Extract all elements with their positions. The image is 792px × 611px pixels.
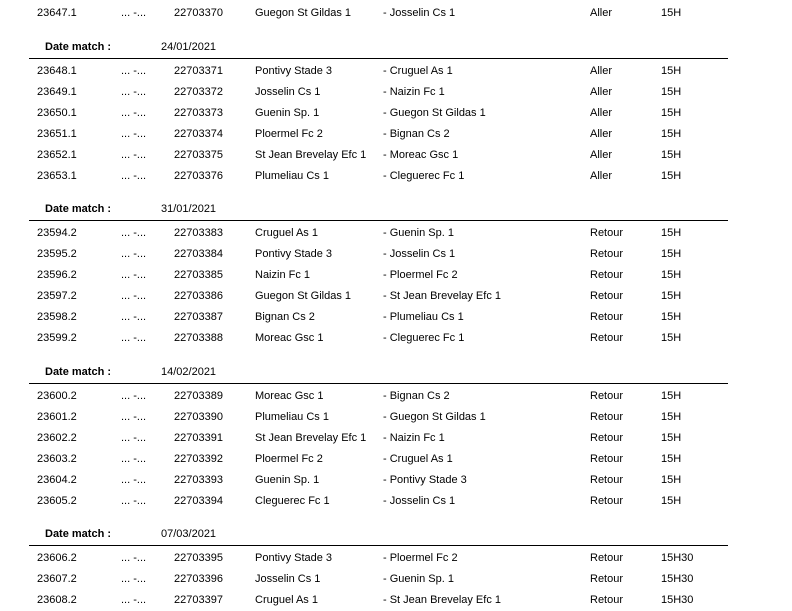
match-leg: Retour [590, 311, 624, 323]
kickoff-time: 15H [661, 332, 682, 344]
match-code: 23651.1 [37, 128, 77, 140]
home-team: Cleguerec Fc 1 [255, 495, 330, 507]
match-leg: Aller [590, 170, 613, 182]
match-code: 23653.1 [37, 170, 77, 182]
match-row [0, 328, 792, 349]
match-leg: Aller [590, 128, 613, 140]
away-team: - Plumeliau Cs 1 [383, 311, 464, 323]
match-row [0, 286, 792, 307]
away-team: - Bignan Cs 2 [383, 390, 450, 402]
kickoff-time: 15H [661, 65, 682, 77]
home-team: Pontivy Stade 3 [255, 248, 333, 260]
away-team: - Ploermel Fc 2 [383, 269, 458, 281]
kickoff-time: 15H [661, 107, 682, 119]
match-row [0, 3, 792, 24]
match-number: 22703389 [174, 390, 223, 402]
match-leg: Retour [590, 573, 624, 585]
away-team: - Cleguerec Fc 1 [383, 170, 465, 182]
kickoff-time: 15H [661, 86, 682, 98]
match-row [0, 244, 792, 265]
match-code: 23596.2 [37, 269, 77, 281]
home-team: Plumeliau Cs 1 [255, 411, 329, 423]
kickoff-time: 15H [661, 7, 682, 19]
kickoff-time: 15H [661, 390, 682, 402]
match-number: 22703386 [174, 290, 223, 302]
date-header [0, 362, 792, 383]
match-code: 23647.1 [37, 7, 77, 19]
away-team: - Moreac Gsc 1 [383, 149, 459, 161]
home-team: St Jean Brevelay Efc 1 [255, 432, 367, 444]
away-team: - Naizin Fc 1 [383, 86, 445, 98]
match-placeholder: ... -... [121, 594, 147, 606]
kickoff-time: 15H [661, 149, 682, 161]
home-team: Cruguel As 1 [255, 227, 318, 239]
match-leg: Retour [590, 594, 624, 606]
away-team: - Pontivy Stade 3 [383, 474, 467, 486]
match-placeholder: ... -... [121, 495, 147, 507]
match-number: 22703397 [174, 594, 223, 606]
match-placeholder: ... -... [121, 390, 147, 402]
match-leg: Retour [590, 390, 624, 402]
kickoff-time: 15H [661, 170, 682, 182]
section-divider [29, 545, 728, 546]
home-team: Bignan Cs 2 [255, 311, 315, 323]
away-team: - St Jean Brevelay Efc 1 [383, 290, 501, 302]
match-number: 22703371 [174, 65, 223, 77]
kickoff-time: 15H30 [661, 552, 694, 564]
match-leg: Aller [590, 86, 613, 98]
kickoff-time: 15H [661, 227, 682, 239]
home-team: Guegon St Gildas 1 [255, 290, 352, 302]
kickoff-time: 15H [661, 269, 682, 281]
kickoff-time: 15H [661, 453, 682, 465]
match-row [0, 145, 792, 166]
away-team: - Josselin Cs 1 [383, 495, 456, 507]
match-code: 23606.2 [37, 552, 77, 564]
match-placeholder: ... -... [121, 65, 147, 77]
match-placeholder: ... -... [121, 552, 147, 564]
away-team: - Ploermel Fc 2 [383, 552, 458, 564]
away-team: - Cleguerec Fc 1 [383, 332, 465, 344]
match-code: 23599.2 [37, 332, 77, 344]
kickoff-time: 15H [661, 411, 682, 423]
match-leg: Aller [590, 149, 613, 161]
home-team: Moreac Gsc 1 [255, 332, 324, 344]
match-number: 22703375 [174, 149, 223, 161]
match-number: 22703393 [174, 474, 223, 486]
match-leg: Retour [590, 432, 624, 444]
kickoff-time: 15H [661, 432, 682, 444]
match-row [0, 428, 792, 449]
match-row [0, 103, 792, 124]
date-header [0, 524, 792, 545]
home-team: Pontivy Stade 3 [255, 65, 333, 77]
match-number: 22703390 [174, 411, 223, 423]
match-row [0, 449, 792, 470]
section-divider [29, 220, 728, 221]
match-number: 22703384 [174, 248, 223, 260]
match-row [0, 548, 792, 569]
match-number: 22703385 [174, 269, 223, 281]
section-divider [29, 383, 728, 384]
kickoff-time: 15H30 [661, 573, 694, 585]
match-code: 23603.2 [37, 453, 77, 465]
match-leg: Retour [590, 495, 624, 507]
match-leg: Retour [590, 474, 624, 486]
match-code: 23652.1 [37, 149, 77, 161]
match-number: 22703370 [174, 7, 223, 19]
match-code: 23600.2 [37, 390, 77, 402]
match-number: 22703376 [174, 170, 223, 182]
away-team: - Guenin Sp. 1 [383, 227, 454, 239]
match-row [0, 307, 792, 328]
match-placeholder: ... -... [121, 290, 147, 302]
match-row [0, 265, 792, 286]
match-number: 22703394 [174, 495, 223, 507]
home-team: Ploermel Fc 2 [255, 128, 323, 140]
away-team: - St Jean Brevelay Efc 1 [383, 594, 501, 606]
match-row [0, 386, 792, 407]
match-code: 23594.2 [37, 227, 77, 239]
match-placeholder: ... -... [121, 170, 147, 182]
match-placeholder: ... -... [121, 573, 147, 585]
match-placeholder: ... -... [121, 411, 147, 423]
match-number: 22703372 [174, 86, 223, 98]
match-placeholder: ... -... [121, 227, 147, 239]
match-code: 23601.2 [37, 411, 77, 423]
away-team: - Josselin Cs 1 [383, 248, 456, 260]
away-team: - Cruguel As 1 [383, 65, 453, 77]
match-number: 22703383 [174, 227, 223, 239]
away-team: - Guenin Sp. 1 [383, 573, 454, 585]
match-code: 23595.2 [37, 248, 77, 260]
home-team: Guenin Sp. 1 [255, 474, 320, 486]
away-team: - Guegon St Gildas 1 [383, 411, 486, 423]
match-leg: Retour [590, 248, 624, 260]
match-row [0, 569, 792, 590]
match-row [0, 124, 792, 145]
match-placeholder: ... -... [121, 269, 147, 281]
match-leg: Retour [590, 227, 624, 239]
kickoff-time: 15H [661, 290, 682, 302]
date-label: Date match : [45, 366, 112, 378]
home-team: Josselin Cs 1 [255, 573, 321, 585]
home-team: Guegon St Gildas 1 [255, 7, 352, 19]
match-placeholder: ... -... [121, 311, 147, 323]
match-date: 24/01/2021 [161, 41, 217, 53]
away-team: - Naizin Fc 1 [383, 432, 445, 444]
match-leg: Retour [590, 290, 624, 302]
date-label: Date match : [45, 41, 112, 53]
match-placeholder: ... -... [121, 332, 147, 344]
match-code: 23608.2 [37, 594, 77, 606]
match-leg: Retour [590, 411, 624, 423]
match-code: 23650.1 [37, 107, 77, 119]
match-date: 14/02/2021 [161, 366, 217, 378]
match-row [0, 82, 792, 103]
section-divider [29, 58, 728, 59]
match-number: 22703373 [174, 107, 223, 119]
match-number: 22703396 [174, 573, 223, 585]
match-row [0, 223, 792, 244]
match-row [0, 407, 792, 428]
match-number: 22703391 [174, 432, 223, 444]
match-row [0, 491, 792, 512]
kickoff-time: 15H30 [661, 594, 694, 606]
match-leg: Retour [590, 332, 624, 344]
match-placeholder: ... -... [121, 474, 147, 486]
match-number: 22703395 [174, 552, 223, 564]
home-team: Josselin Cs 1 [255, 86, 321, 98]
date-header [0, 37, 792, 58]
match-placeholder: ... -... [121, 107, 147, 119]
match-code: 23648.1 [37, 65, 77, 77]
match-number: 22703374 [174, 128, 223, 140]
date-label: Date match : [45, 203, 112, 215]
match-placeholder: ... -... [121, 128, 147, 140]
match-code: 23597.2 [37, 290, 77, 302]
match-code: 23607.2 [37, 573, 77, 585]
match-row [0, 166, 792, 187]
match-leg: Retour [590, 269, 624, 281]
home-team: Ploermel Fc 2 [255, 453, 323, 465]
match-placeholder: ... -... [121, 149, 147, 161]
match-placeholder: ... -... [121, 432, 147, 444]
kickoff-time: 15H [661, 248, 682, 260]
home-team: Cruguel As 1 [255, 594, 318, 606]
home-team: Pontivy Stade 3 [255, 552, 333, 564]
home-team: Plumeliau Cs 1 [255, 170, 329, 182]
home-team: Guenin Sp. 1 [255, 107, 320, 119]
match-number: 22703392 [174, 453, 223, 465]
match-number: 22703387 [174, 311, 223, 323]
match-code: 23598.2 [37, 311, 77, 323]
match-leg: Retour [590, 453, 624, 465]
kickoff-time: 15H [661, 128, 682, 140]
match-placeholder: ... -... [121, 86, 147, 98]
away-team: - Bignan Cs 2 [383, 128, 450, 140]
kickoff-time: 15H [661, 311, 682, 323]
home-team: St Jean Brevelay Efc 1 [255, 149, 367, 161]
match-placeholder: ... -... [121, 453, 147, 465]
match-row [0, 61, 792, 82]
match-leg: Aller [590, 107, 613, 119]
match-code: 23604.2 [37, 474, 77, 486]
match-code: 23605.2 [37, 495, 77, 507]
away-team: - Cruguel As 1 [383, 453, 453, 465]
home-team: Moreac Gsc 1 [255, 390, 324, 402]
match-number: 22703388 [174, 332, 223, 344]
date-header [0, 199, 792, 220]
match-placeholder: ... -... [121, 248, 147, 260]
match-row [0, 590, 792, 611]
match-date: 07/03/2021 [161, 528, 217, 540]
match-date: 31/01/2021 [161, 203, 217, 215]
home-team: Naizin Fc 1 [255, 269, 311, 281]
match-leg: Aller [590, 65, 613, 77]
kickoff-time: 15H [661, 495, 682, 507]
date-label: Date match : [45, 528, 112, 540]
away-team: - Josselin Cs 1 [383, 7, 456, 19]
away-team: - Guegon St Gildas 1 [383, 107, 486, 119]
kickoff-time: 15H [661, 474, 682, 486]
match-row [0, 470, 792, 491]
match-leg: Retour [590, 552, 624, 564]
match-leg: Aller [590, 7, 613, 19]
match-code: 23602.2 [37, 432, 77, 444]
match-code: 23649.1 [37, 86, 77, 98]
match-placeholder: ... -... [121, 7, 147, 19]
